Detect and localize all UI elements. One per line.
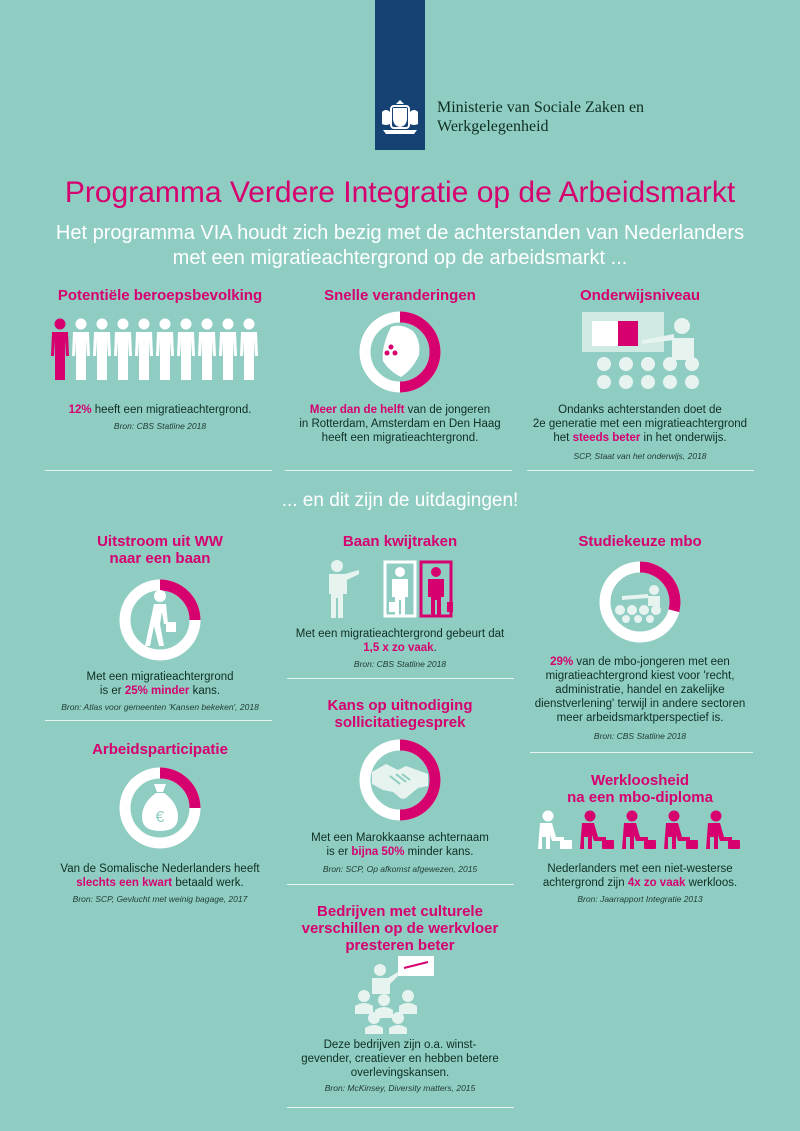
- outflow-heading-line-1: Uitstroom uit WW: [97, 533, 223, 550]
- study-line-1-post: van de mbo-jongeren met een: [573, 656, 730, 668]
- companies-heading-line-1: Bedrijven met culturele: [317, 903, 483, 920]
- unemployment-highlight: 4x zo vaak: [627, 877, 686, 889]
- outflow-line-2-post: kans.: [189, 685, 221, 697]
- person-icon: [240, 319, 258, 381]
- education-line-2: 2e generatie met een migratieachtergrond: [532, 418, 748, 430]
- companies-heading-line-3: presteren beter: [345, 937, 455, 954]
- person-icon: [219, 319, 237, 381]
- job-source: Bron: CBS Statline 2018: [353, 659, 447, 669]
- changes-highlight: Meer dan de helft: [309, 404, 405, 416]
- page-title: Programma Verdere Integratie op de Arbeidsmarkt: [64, 176, 736, 209]
- diverse-team-icon: [352, 956, 448, 1034]
- person-icon: [198, 319, 216, 381]
- study-text: [520, 655, 760, 725]
- seated-person-highlighted-icon: [664, 811, 698, 850]
- person-icon: [72, 319, 90, 381]
- participation-line-1: Van de Somalische Nederlanders heeft: [60, 863, 260, 875]
- job-text: [280, 627, 520, 655]
- challenges-heading: ... en dit zijn de uitdagingen!: [281, 490, 519, 511]
- companies-line-3: overlevingskansen.: [350, 1067, 450, 1079]
- education-line-3-pre: het: [553, 432, 573, 444]
- job-loss-icon: [323, 558, 473, 620]
- divider: [285, 470, 512, 471]
- job-highlight: 1,5 x zo vaak: [363, 642, 434, 654]
- unemployment-heading-line-2: na een mbo-diploma: [567, 789, 713, 806]
- classroom-icon: [582, 312, 720, 392]
- walking-worker-icon: [140, 590, 180, 650]
- outflow-source: Bron: Atlas voor gemeenten 'Kansen bekeken', 2018: [61, 702, 259, 712]
- divider: [287, 1107, 514, 1108]
- interview-text: [280, 831, 520, 859]
- person-icon: [93, 319, 111, 381]
- unemployment-line-1: Nederlanders met een niet-westerse: [547, 863, 733, 875]
- study-source: Bron: CBS Statline 2018: [593, 731, 687, 741]
- participation-line-2-post: betaald werk.: [172, 877, 244, 889]
- participation-highlight: slechts een kwart: [76, 877, 173, 889]
- study-line-3: administratie, handel en zakelijke: [555, 684, 725, 696]
- changes-line-3: heeft een migratieachtergrond.: [321, 432, 479, 444]
- potential-highlight: 12%: [68, 404, 92, 416]
- companies-heading-line-2: verschillen op de werkvloer: [301, 920, 499, 937]
- changes-line-1: van de jongeren: [404, 404, 491, 416]
- mbo-classroom-icon: [612, 584, 668, 622]
- interview-heading-line-2: sollicitatiegesprek: [334, 714, 466, 731]
- ministry-name: [437, 98, 644, 136]
- education-source: SCP, Staat van het onderwijs, 2018: [573, 451, 707, 461]
- netherlands-map-icon: [375, 323, 425, 381]
- seated-person-highlighted-icon: [706, 811, 740, 850]
- companies-text: [280, 1038, 520, 1080]
- education-line-1: Ondanks achterstanden doet de: [558, 404, 722, 416]
- seated-person-highlighted-icon: [580, 811, 614, 850]
- companies-line-2: gevender, creatiever en hebben betere: [301, 1053, 499, 1065]
- participation-source: Bron: SCP, Gevlucht met weinig bagage, 2017: [72, 894, 248, 904]
- page-subtitle: [0, 221, 800, 271]
- unemployment-text: [520, 862, 760, 890]
- unemployment-source: Bron: Jaarrapport Integratie 2013: [577, 894, 703, 904]
- seated-person-highlighted-icon: [622, 811, 656, 850]
- heading-unemployment: [520, 772, 760, 806]
- outflow-line-1: Met een migratieachtergrond: [86, 671, 234, 683]
- subtitle-line-2: met een migratieachtergrond op de arbeidsmarkt ...: [172, 247, 628, 269]
- study-line-5: meer arbeidsmarktperspectief is.: [556, 712, 724, 724]
- people-row-icon: [50, 318, 270, 380]
- changes-line-2: in Rotterdam, Amsterdam en Den Haag: [299, 418, 501, 430]
- study-highlight: 29%: [550, 656, 574, 668]
- heading-companies: [280, 903, 520, 954]
- svg-text:€: €: [155, 809, 165, 826]
- handshake-icon: [370, 762, 430, 798]
- royal-coat-of-arms-icon: [379, 98, 421, 136]
- seated-people-icon: [536, 810, 746, 850]
- divider: [287, 678, 514, 679]
- person-highlighted-icon: [51, 319, 69, 381]
- divider: [527, 470, 754, 471]
- heading-job: Baan kwijtraken: [342, 533, 458, 550]
- interview-line-1: Met een Marokkaanse achternaam: [311, 832, 489, 844]
- money-bag-icon: [140, 782, 180, 832]
- seated-person-icon: [538, 811, 572, 850]
- subtitle-line-1: Het programma VIA houdt zich bezig met de achterstanden van Nederlanders: [55, 222, 745, 244]
- person-icon: [177, 319, 195, 381]
- job-line-2-post: .: [433, 642, 437, 654]
- heading-potential: Potentiële beroepsbevolking: [57, 287, 263, 304]
- outflow-heading-line-2: naar een baan: [109, 550, 211, 567]
- person-icon: [135, 319, 153, 381]
- divider: [45, 720, 272, 721]
- divider: [530, 752, 753, 753]
- unemployment-line-2-pre: achtergrond zijn: [542, 877, 628, 889]
- ministry-line-2: Werkgelegenheid: [437, 118, 549, 135]
- heading-changes: Snelle veranderingen: [324, 287, 476, 304]
- unemployment-line-2-post: werkloos.: [685, 877, 738, 889]
- unemployment-heading-line-1: Werkloosheid: [590, 772, 690, 789]
- companies-line-1: Deze bedrijven zijn o.a. winst-: [323, 1039, 477, 1051]
- potential-source: Bron: CBS Statline 2018: [113, 421, 207, 431]
- interview-line-2-post: minder kans.: [404, 846, 474, 858]
- companies-source: Bron: McKinsey, Diversity matters, 2015: [324, 1083, 476, 1093]
- interview-heading-line-1: Kans op uitnodiging: [327, 697, 473, 714]
- participation-text: [40, 862, 280, 890]
- interview-line-2-pre: is er: [326, 846, 352, 858]
- outflow-text: [40, 670, 280, 698]
- divider: [45, 470, 272, 471]
- person-icon: [114, 319, 132, 381]
- interview-source: Bron: SCP, Op afkomst afgewezen, 2015: [322, 864, 478, 874]
- changes-text: [280, 403, 520, 445]
- heading-education: Onderwijsniveau: [579, 287, 701, 304]
- heading-study: Studiekeuze mbo: [578, 533, 702, 550]
- education-highlight: steeds beter: [572, 432, 641, 444]
- study-line-2: migratieachtergrond kiest voor 'recht,: [545, 670, 735, 682]
- education-text: [520, 403, 760, 445]
- heading-participation: Arbeidsparticipatie: [92, 741, 228, 758]
- potential-text: [40, 403, 280, 417]
- heading-outflow: [40, 533, 280, 567]
- person-icon: [156, 319, 174, 381]
- potential-body: heeft een migratieachtergrond.: [91, 404, 252, 416]
- outflow-highlight: 25% minder: [124, 685, 190, 697]
- interview-highlight: bijna 50%: [351, 846, 405, 858]
- education-line-3-post: in het onderwijs.: [640, 432, 727, 444]
- study-line-4: dienstverlening' terwijl in andere sectoren: [534, 698, 746, 710]
- ministry-line-1: Ministerie van Sociale Zaken en: [437, 99, 645, 116]
- heading-interview: [280, 697, 520, 731]
- divider: [287, 884, 514, 885]
- outflow-line-2-pre: is er: [99, 685, 125, 697]
- job-line-1: Met een migratieachtergrond gebeurt dat: [295, 628, 505, 640]
